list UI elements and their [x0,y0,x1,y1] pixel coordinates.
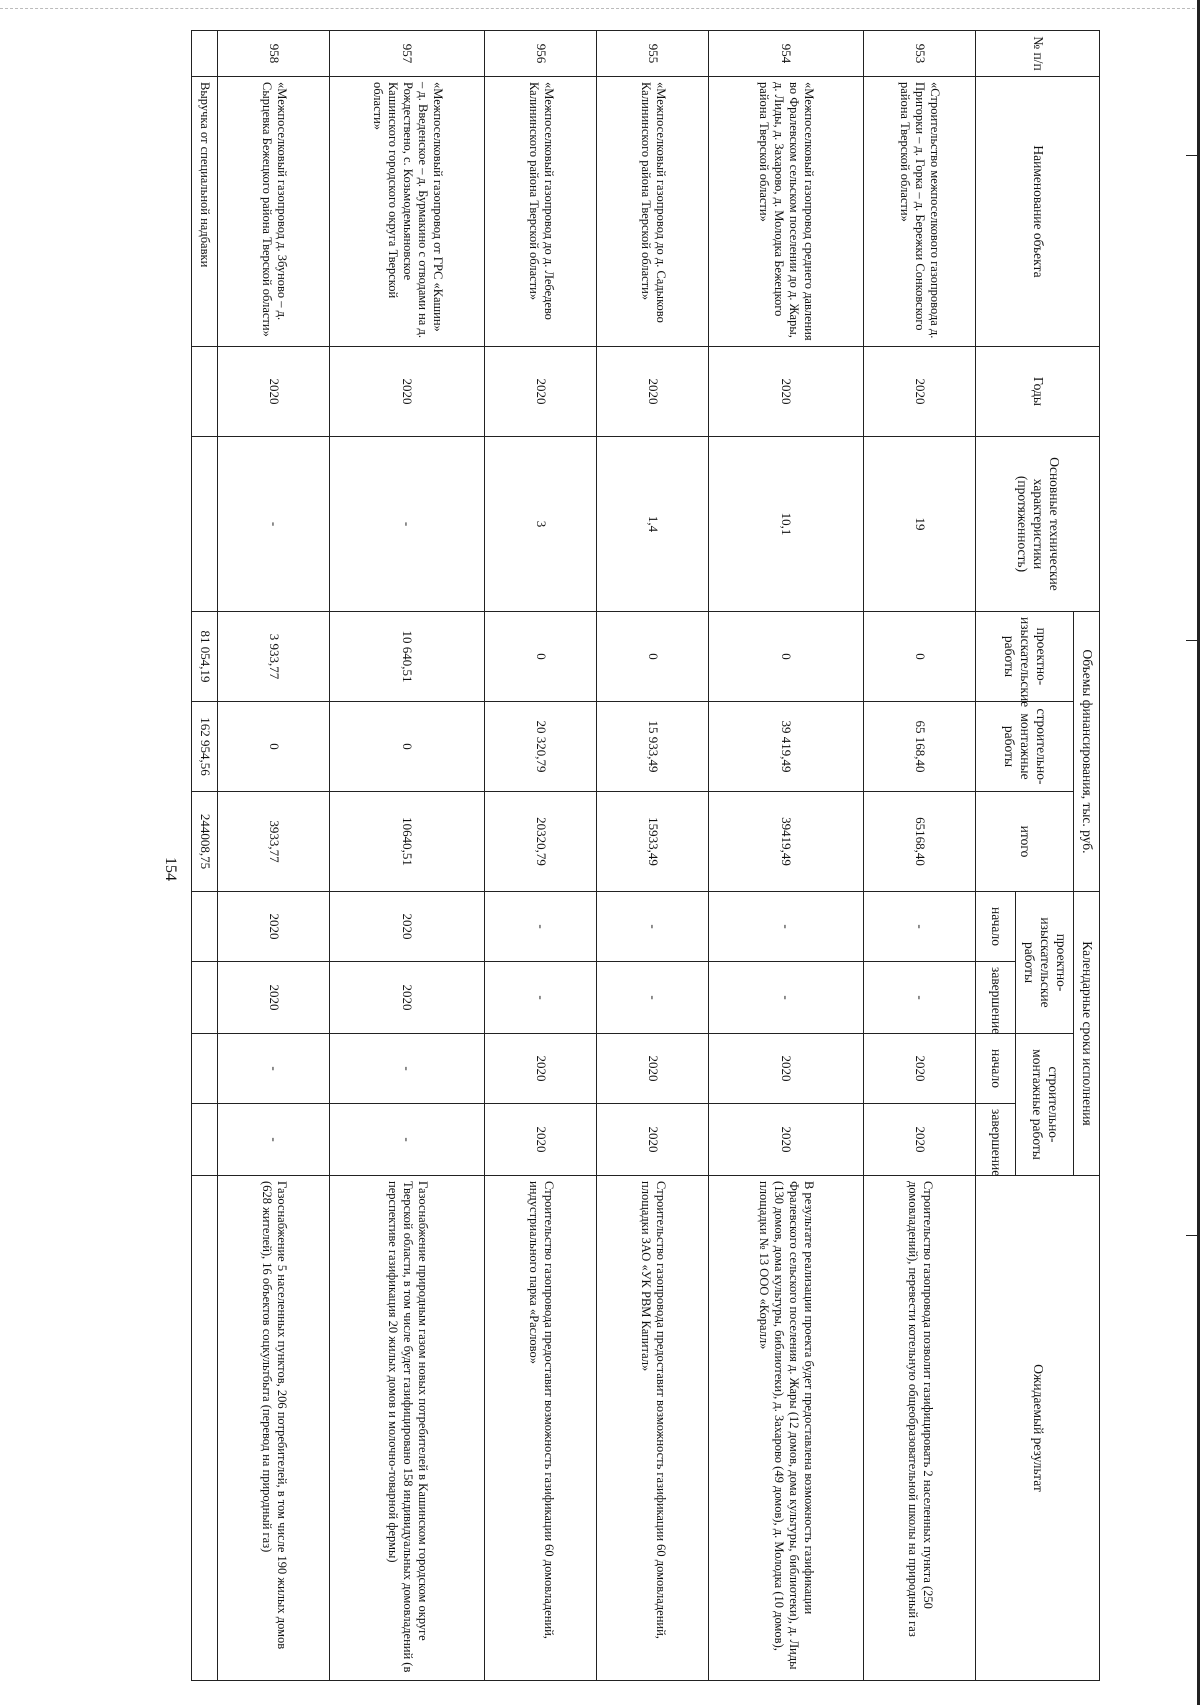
row-fin-design: 0 [485,612,597,702]
row-constr-end: 2020 [709,1104,864,1176]
table-row [709,31,864,1681]
row-year: 2020 [709,347,864,437]
row-fin-design: 0 [597,612,709,702]
row-constr-start: 2020 [597,1034,709,1104]
total-num-cell [192,31,218,77]
total-row [192,31,218,1681]
row-fin-design: 3 933,77 [218,612,330,702]
total-label: Выручка от специальной надбавки [192,77,218,347]
col-specs-header: Основные технические характеристики (протяженность) [976,437,1100,612]
row-fin-design: 0 [709,612,864,702]
row-year: 2020 [864,347,976,437]
row-fin-total: 65168,40 [864,792,976,892]
fin-design-header: проектно-изыскательские работы [976,612,1074,702]
row-num: 958 [218,31,330,77]
row-fin-construction: 0 [218,702,330,792]
constr-start-header: начало [976,1034,1016,1104]
row-constr-end: 2020 [864,1104,976,1176]
total-fin-total: 244008,75 [192,792,218,892]
row-fin-construction: 15 933,49 [597,702,709,792]
col-name-header: Наименование объекта [976,77,1100,347]
total-fin-design: 81 054,19 [192,612,218,702]
row-fin-total: 15933,49 [597,792,709,892]
row-num: 954 [709,31,864,77]
row-result: Строительство газопровода позволит газифицировать 2 населенных пункта (250 домовладений), перевести котельную общеобразовательной школы на природный газ [864,1176,976,1681]
row-constr-end: - [218,1104,330,1176]
finance-group-header: Объемы финансирования, тыс. руб. [1074,612,1100,892]
row-constr-start: 2020 [864,1034,976,1104]
row-design-end: 2020 [330,962,485,1034]
scan-mark [1186,1235,1200,1236]
fin-construction-header: строительно-монтажные работы [976,702,1074,792]
row-year: 2020 [597,347,709,437]
table-row [218,31,330,1681]
row-fin-total: 10640,51 [330,792,485,892]
row-fin-construction: 39 419,49 [709,702,864,792]
design-start-header: начало [976,892,1016,962]
row-design-end: - [597,962,709,1034]
total-design-end-cell [192,962,218,1034]
row-design-end: - [485,962,597,1034]
row-design-end: - [864,962,976,1034]
total-result-cell [192,1176,218,1681]
row-year: 2020 [330,347,485,437]
row-num: 955 [597,31,709,77]
table-row [485,31,597,1681]
row-spec: - [218,437,330,612]
row-result: В результате реализации проекта будет предоставлена возможность газификации Фралевского сельского поселения д. Жары (12 домов, дома культуры, библиотеки), д. Лиды (130 домов, дома культуры, библиотеки), д. Захарово (49 домов), д. Молодка (10 домов), площадки № 13 ООО «Коралл» [709,1176,864,1681]
table-row [864,31,976,1681]
schedule-group-header: Календарные сроки исполнения [1074,892,1100,1176]
row-design-end: 2020 [218,962,330,1034]
design-end-header: завершение [976,962,1016,1034]
scan-mark [1186,640,1200,641]
row-design-start: 2020 [218,892,330,962]
total-constr-end-cell [192,1104,218,1176]
total-design-start-cell [192,892,218,962]
row-fin-construction: 65 168,40 [864,702,976,792]
row-result: Газоснабжение 5 населенных пунктов, 206 потребителей, в том числе 190 жилых домов (628 жителей), 16 объектов соцкультбыта (перевод на природный газ) [218,1176,330,1681]
row-spec: - [330,437,485,612]
object-name: «Строительство межпоселкового газопровода д. Пригорки – д. Горка – д. Бережки Сонковского района Тверской области» [864,77,976,347]
row-result: Газоснабжение природным газом новых потребителей в Кашинском городском округе Тверской области, в том числе будет газифицировано 158 индивидуальных домовладений (в перспективе газификация 20 жилых домов и молочно-товарной фермы) [330,1176,485,1681]
row-fin-total: 20320,79 [485,792,597,892]
row-constr-end: 2020 [485,1104,597,1176]
row-year: 2020 [218,347,330,437]
scan-top-edge [0,8,1200,9]
row-year: 2020 [485,347,597,437]
row-fin-total: 39419,49 [709,792,864,892]
row-design-start: 2020 [330,892,485,962]
row-num: 956 [485,31,597,77]
row-result: Строительство газопровода предоставит возможность газификации 60 домовладений, индустриального парка «Раслово» [485,1176,597,1681]
row-constr-end: - [330,1104,485,1176]
row-spec: 3 [485,437,597,612]
total-spec-cell [192,437,218,612]
row-design-start: - [597,892,709,962]
table-row [330,31,485,1681]
object-name: «Межпоселковый газопровод среднего давления во Фралевском сельском поселении до д. Жары, д. Лиды, д. Захарово, д. Молодка Бежецкого района Тверской области» [709,77,864,347]
row-constr-start: - [330,1034,485,1104]
sched-design-header: проектно-изыскательские работы [1016,892,1074,1034]
row-constr-start: 2020 [485,1034,597,1104]
total-year-cell [192,347,218,437]
col-num-header: № п/п [976,31,1100,77]
col-result-header: Ожидаемый результат [976,1176,1100,1681]
object-name: «Межпоселковый газопровод до д. Лебедево Калининского района Тверской области» [485,77,597,347]
row-spec: 1,4 [597,437,709,612]
row-design-start: - [709,892,864,962]
row-fin-design: 10 640,51 [330,612,485,702]
table-row [597,31,709,1681]
row-spec: 19 [864,437,976,612]
object-name: «Межпоселковый газопровод д. Збуново – д. Сырцевка Бежецкого района Тверской области» [218,77,330,347]
gas-pipeline-table [191,30,1100,1681]
row-fin-total: 3933,77 [218,792,330,892]
row-constr-end: 2020 [597,1104,709,1176]
row-result: Строительство газопровода предоставит возможность газификации 60 домовладений, площадки ЗАО «УК РВМ Капитал» [597,1176,709,1681]
row-spec: 10,1 [709,437,864,612]
row-num: 953 [864,31,976,77]
scan-mark [1186,155,1200,156]
object-name: «Межпоселковый газопровод до д. Садыково Калининского района Тверской области» [597,77,709,347]
total-constr-start-cell [192,1034,218,1104]
row-constr-start: - [218,1034,330,1104]
page-number: 154 [162,857,179,881]
row-constr-start: 2020 [709,1034,864,1104]
object-name: «Межпоселковый газопровод от ГРС «Кашин» – д. Введенское – д. Бурмакино с отводами на д. Рождествено, с. Козьмодемьяновское Кашинского городского округа Тверской области» [330,77,485,347]
row-design-end: - [709,962,864,1034]
row-fin-design: 0 [864,612,976,702]
row-design-start: - [485,892,597,962]
fin-total-header: итого [976,792,1074,892]
col-years-header: Годы [976,347,1100,437]
rotated-table-container [50,30,1100,1680]
row-design-start: - [864,892,976,962]
row-num: 957 [330,31,485,77]
row-fin-construction: 20 320,79 [485,702,597,792]
constr-end-header: завершение [976,1104,1016,1176]
total-fin-construction: 162 954,56 [192,702,218,792]
row-fin-construction: 0 [330,702,485,792]
sched-construction-header: строительно-монтажные работы [1016,1034,1074,1176]
